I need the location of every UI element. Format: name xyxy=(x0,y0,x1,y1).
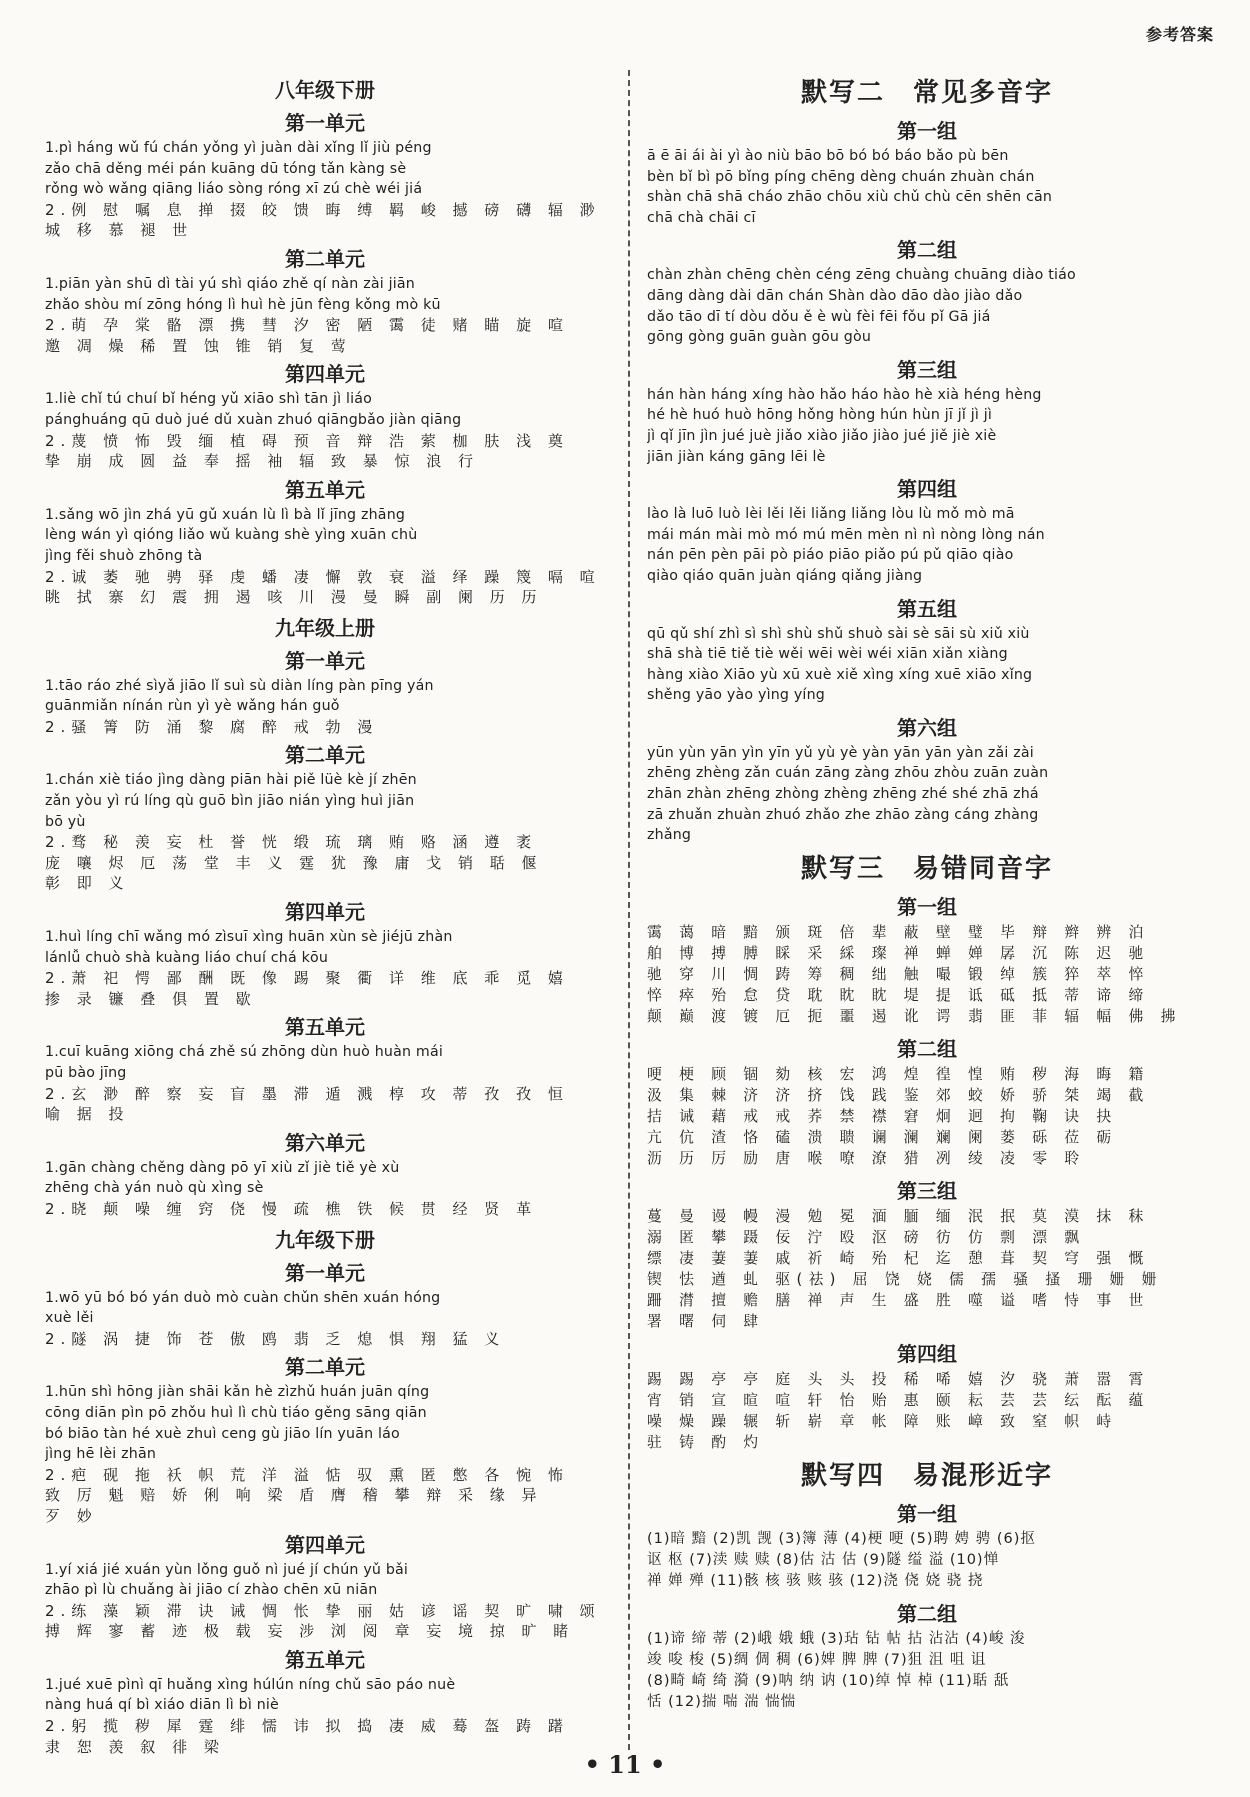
answer-line: zhāo pì lù chuǎng ài jiāo cí zhào chēn xū niān xyxy=(45,1582,378,1599)
answer-line: 挚 崩 成 圆 益 奉 摇 袖 辐 致 暴 惊 浪 行 xyxy=(45,452,479,471)
answer-line: (1)暗 黯 (2)凯 觊 (3)簿 薄 (4)梗 哽 (5)聘 娉 骋 (6)抠 xyxy=(647,1530,1036,1547)
answer-line: shěng yāo yào yìng yíng xyxy=(647,687,825,704)
section-title: 默写三 易错同音字 xyxy=(800,853,1053,884)
answer-line: zhēng chà yán nuò qù xìng sè xyxy=(45,1180,264,1197)
answer-line: (1)谛 缔 蒂 (2)峨 娥 蛾 (3)玷 钻 帖 拈 沾沾 (4)峻 浚 xyxy=(647,1630,1026,1647)
answer-line: 1.liè chǐ tú chuí bǐ héng yǔ xiāo shì tān jì liáo xyxy=(45,391,373,408)
answer-line: 2.蔑 愤 怖 毁 缅 植 碍 预 音 辩 浩 萦 枷 肤 浅 奠 xyxy=(45,431,569,450)
answer-line: 2.躬 揽 秽 犀 霆 绯 懦 讳 拟 捣 凄 威 蓦 盔 踌 躇 xyxy=(45,1717,569,1736)
answer-line: 驰 穿 川 惆 踌 筹 稠 绌 触 嘬 锻 绰 簇 猝 萃 悴 xyxy=(647,965,1150,983)
answer-line: zǎo chā děng méi pán kuāng dū tóng tǎn kàng sè xyxy=(45,160,407,177)
unit-answers xyxy=(45,505,605,608)
unit-answers xyxy=(45,138,605,241)
answer-line: pū bào jīng xyxy=(45,1065,127,1081)
answer-line: 哽 梗 顾 锢 劾 核 宏 鸿 煌 徨 惶 贿 秽 海 晦 籍 xyxy=(647,1065,1150,1083)
answer-line: hé hè huó huò hōng hǒng hòng hún hùn jī jǐ jì jì xyxy=(647,407,992,424)
section-title: 默写四 易混形近字 xyxy=(800,1460,1053,1491)
answer-line: jìng hē lèi zhān xyxy=(45,1446,157,1463)
answer-line: cōng diān pìn pō zhǒu huì lì chù tiáo gěng sāng qiān xyxy=(45,1404,427,1421)
answer-line: 1.jué xuē pìnì qī huǎng xìng húlún níng chǔ sāo páo nuè xyxy=(45,1676,456,1693)
answer-line: 缥 凄 萋 萋 戚 祈 崎 殆 杞 迄 憩 葺 契 穹 强 慨 xyxy=(647,1249,1150,1267)
answer-line: jiān jiàn káng gāng lēi lè xyxy=(647,448,826,465)
unit-title: 第二单元 xyxy=(285,1355,365,1380)
answer-line: 2.骛 秘 羡 妄 杜 誉 恍 缎 琉 璃 贿 赂 涵 遵 袤 xyxy=(45,833,538,852)
unit-answers xyxy=(45,1288,605,1350)
answer-line: nán pēn pèn pāi pò piáo piāo piǎo pú pǔ qiāo qiào xyxy=(647,547,1014,564)
answer-line: 沥 历 厉 励 唐 喉 嘹 潦 猎 冽 绫 凌 零 聆 xyxy=(647,1149,1086,1167)
answer-line: yūn yùn yān yìn yīn yǔ yù yè yàn yān yān yàn zǎi zài xyxy=(647,744,1034,761)
column-divider xyxy=(628,70,630,1750)
answer-line: 1.pì háng wǔ fú chán yǒng yì juàn dài xǐng lǐ jiù péng xyxy=(45,140,432,156)
answer-line: 锲 怯 遒 虬 驱(祛) 屈 饶 娆 儒 孺 骚 搔 珊 姗 姗 xyxy=(647,1270,1163,1288)
answer-line: mái mán mài mò mó mú mēn mèn nì nì nòng lòng nán xyxy=(647,526,1045,543)
answer-line: 1.wō yū bó bó yán duò mò cuàn chǔn shēn xuán hóng xyxy=(45,1289,441,1306)
answer-line: 亢 伉 渣 恪 磕 溃 聩 谰 澜 斓 阑 蒌 砾 莅 砺 xyxy=(647,1128,1118,1146)
answer-line: xuè lěi xyxy=(45,1310,94,1327)
answer-line: 邀 凋 燥 稀 置 蚀 锥 销 复 莺 xyxy=(45,336,352,355)
answer-line: 1.huì líng chī wǎng mó zìsuī xìng huān xùn sè jiéjū zhàn xyxy=(45,929,453,946)
answer-line: pánghuáng qū duò jué dǔ xuàn zhuó qiāngbǎo jiàn qiāng xyxy=(45,411,462,428)
answer-line: 2.隧 涡 捷 饰 苍 傲 鸥 翡 乏 熄 惧 翔 猛 义 xyxy=(45,1329,506,1348)
unit-title: 第四单元 xyxy=(285,900,365,925)
unit-answers xyxy=(45,274,605,356)
unit-title: 第四单元 xyxy=(285,362,365,387)
answer-line: 1.yí xiá jié xuán yùn lǒng guǒ nì jué jí chún yǔ bǎi xyxy=(45,1561,409,1578)
answer-line: 掺 录 镰 叠 俱 置 歇 xyxy=(45,989,257,1008)
group-title: 第四组 xyxy=(897,477,957,502)
answer-line: shā shà tiē tiě tiè wěi wēi wèi wéi xiān xiǎn xiàng xyxy=(647,646,1008,663)
header-answer-tag: 参考答案 xyxy=(1145,25,1214,44)
answer-line: chàn zhàn chēng chèn céng zēng chuàng chuāng diào tiáo xyxy=(647,267,1076,284)
answer-line: 1.sǎng wō jìn zhá yū gǔ xuán lù lì bà lǐ jīng zhāng xyxy=(45,506,406,523)
answer-line: 踢 踢 亭 亭 庭 头 头 投 稀 唏 嬉 汐 骁 萧 嚣 霄 xyxy=(647,1370,1150,1388)
answer-line: 庞 嚷 烬 厄 荡 堂 丰 义 霆 犹 豫 庸 戈 销 聒 偃 xyxy=(45,853,543,872)
answer-line: 跚 潸 擅 赡 膳 禅 声 生 盛 胜 噬 谥 嗜 恃 事 世 xyxy=(647,1291,1150,1309)
answer-line: 2.萌 孕 棠 骼 漂 携 彗 汐 密 陋 霭 徒 赌 瞄 旋 喧 xyxy=(45,316,569,335)
answer-line: gōng gòng guān guàn gōu gòu xyxy=(647,329,872,346)
group-answers xyxy=(647,146,1207,228)
answer-line: 彰 即 义 xyxy=(45,874,130,893)
answer-line: 1.piān yàn shū dì tài yú shì qiáo zhě qí nàn zài jiān xyxy=(45,275,415,292)
page-number: • 11 • xyxy=(584,1750,666,1779)
answer-line: 署 曙 伺 肆 xyxy=(647,1312,765,1330)
answer-line: 搏 辉 寥 蓄 迹 极 载 妄 涉 浏 阅 章 妄 境 掠 旷 睹 xyxy=(45,1622,575,1641)
unit-title: 第一单元 xyxy=(285,1260,365,1285)
group-answers xyxy=(647,1629,1207,1713)
answer-line: 1.tāo ráo zhé sìyǎ jiāo lǐ suì sù diàn líng pàn pīng yán xyxy=(45,677,434,694)
answer-line: shàn chā shā cháo zhāo chōu xiù chǔ chù cēn shēn cān xyxy=(647,189,1053,206)
answer-line: 2.疤 砚 拖 袄 帜 荒 洋 溢 惦 驭 熏 匿 憋 各 惋 怖 xyxy=(45,1465,569,1484)
group-answers xyxy=(647,922,1207,1027)
group-title: 第一组 xyxy=(897,1501,957,1526)
unit-answers xyxy=(45,676,605,738)
group-answers xyxy=(647,1064,1207,1169)
answer-line: 讴 枢 (7)渎 赎 赎 (8)估 沽 估 (9)隧 缢 溢 (10)惮 xyxy=(647,1551,1000,1568)
answer-line: 城 移 慕 褪 世 xyxy=(45,221,194,240)
answer-line: zhǎo shòu mí zōng hóng lì huì hè jūn fèng kǒng mò kū xyxy=(45,296,441,313)
answer-line: 蔓 曼 谩 幔 漫 勉 冕 湎 腼 缅 泯 抿 莫 漠 抹 秣 xyxy=(647,1207,1150,1225)
answer-line: jì qǐ jīn jìn jué juè jiǎo xiào jiǎo jiào jué jiě jiè xiè xyxy=(647,427,997,444)
answer-line: chā chà chāi cī xyxy=(647,209,756,226)
unit-title: 第一单元 xyxy=(285,111,365,135)
group-title: 第二组 xyxy=(897,1036,957,1061)
answer-line: dāng dàng dài dān chán Shàn dào dāo dào jiào dǎo xyxy=(647,287,1023,304)
answer-line: 隶 恕 羡 叙 徘 梁 xyxy=(45,1737,225,1756)
group-answers xyxy=(647,1369,1207,1453)
unit-title: 第五单元 xyxy=(285,1647,365,1672)
answer-line: 2.玄 渺 醉 察 妄 盲 墨 滞 遁 溅 椁 攻 蒂 孜 孜 恒 xyxy=(45,1084,569,1103)
answer-line: nàng huá qí bì xiáo diān lì bì niè xyxy=(45,1697,279,1714)
answer-line: 2.萧 祀 愕 鄙 酬 既 像 踢 聚 衢 详 维 底 乖 觅 嬉 xyxy=(45,969,569,988)
unit-title: 第一单元 xyxy=(285,648,365,673)
right-column xyxy=(647,70,1207,1713)
group-title: 第五组 xyxy=(897,596,957,621)
answer-line: zhǎng xyxy=(647,827,692,844)
answer-line: zā zhuǎn zhuàn zhuó zhǎo zhe zhāo zàng cáng zhàng xyxy=(647,806,1039,823)
unit-answers xyxy=(45,1158,605,1220)
answer-line: hàng xiào Xiāo yù xū xuè xiě xìng xíng xuē xiāo xǐng xyxy=(647,666,1033,683)
unit-answers xyxy=(45,927,605,1009)
answer-line: ā ē āi ái ài yì ào niù bāo bō bó bó báo bǎo pù bēn xyxy=(647,148,1009,164)
answer-line: 2.练 藻 颖 滞 诀 诫 惆 怅 挚 丽 姑 谚 谣 契 旷 啸 颂 xyxy=(45,1601,601,1620)
answer-line: 拮 诫 藉 戒 戒 荞 禁 襟 窘 炯 迥 拘 鞠 诀 抉 xyxy=(647,1107,1118,1125)
answer-line: lào là luō luò lèi lěi lěi liǎng liǎng lòu lù mǒ mò mā xyxy=(647,506,1015,523)
answer-line: 1.cuī kuāng xiōng chá zhě sú zhōng dùn huò huàn mái xyxy=(45,1044,443,1061)
grade-title: 八年级下册 xyxy=(275,78,375,102)
answer-line: (8)畸 崎 绮 漪 (9)呐 纳 讷 (10)绰 悼 棹 (11)聒 舐 xyxy=(647,1672,1010,1689)
grade-title: 九年级下册 xyxy=(275,1227,375,1252)
unit-title: 第二单元 xyxy=(285,743,365,768)
answer-line: jìng fěi shuò zhōng tà xyxy=(45,547,203,564)
unit-title: 第四单元 xyxy=(285,1532,365,1557)
answer-line: rǒng wò wǎng qiāng liáo sòng róng xī zú chè wéi jiá xyxy=(45,181,423,198)
answer-line: 霭 蔼 暗 黯 颁 斑 倍 辈 蔽 壁 璧 毕 辩 辫 辨 泊 xyxy=(647,923,1150,941)
answer-line: zǎn yòu yì rú líng qù guō bìn jiāo nián yìng huì jiān xyxy=(45,793,415,810)
answer-line: 汲 集 棘 济 济 挤 饯 践 鉴 郊 蛟 娇 骄 桀 竭 截 xyxy=(647,1086,1150,1104)
answer-line: hán hàn háng xíng hào hǎo háo hào hè xià héng hèng xyxy=(647,386,1042,403)
group-title: 第一组 xyxy=(897,119,957,143)
unit-answers xyxy=(45,389,605,471)
answer-line: zhēng zhèng zǎn cuán zāng zàng zhōu zhòu zuān zuàn xyxy=(647,765,1049,782)
answer-line: 竣 唆 梭 (5)绸 倜 稠 (6)婢 脾 脾 (7)狙 沮 咀 诅 xyxy=(647,1651,987,1668)
group-title: 第四组 xyxy=(897,1341,957,1366)
group-title: 第二组 xyxy=(897,238,957,263)
left-column xyxy=(45,70,605,1757)
answer-line: 宵 销 宣 暄 喧 轩 怡 贻 惠 颐 耘 芸 芸 纭 酝 蕴 xyxy=(647,1391,1150,1409)
answer-line: 溺 匿 攀 蹑 佞 泞 殴 沤 磅 彷 仿 剽 漂 飘 xyxy=(647,1228,1086,1246)
group-answers xyxy=(647,624,1207,706)
answer-line: 2.晓 颠 噪 缠 窍 侥 慢 疏 樵 铁 候 贯 经 贤 革 xyxy=(45,1199,538,1218)
answer-line: bó biāo tàn hé xuè zhuì ceng gù jiāo lín yuān láo xyxy=(45,1425,400,1442)
answer-line: 致 厉 魁 赔 娇 俐 响 梁 盾 膺 稽 攀 辩 采 缘 异 xyxy=(45,1486,543,1505)
unit-answers xyxy=(45,1675,605,1757)
group-answers xyxy=(647,265,1207,347)
answer-line: 噪 燥 躁 辗 斩 崭 章 帐 障 账 嶂 致 窒 帜 峙 xyxy=(647,1412,1118,1430)
answer-line: 喻 据 投 xyxy=(45,1105,130,1124)
answer-line: 1.chán xiè tiáo jìng dàng piān hài piě lüè kè jí zhēn xyxy=(45,772,417,789)
group-title: 第二组 xyxy=(897,1601,957,1626)
answer-line: 2.骚 箐 防 涌 黎 腐 醉 戒 勃 漫 xyxy=(45,717,379,736)
answer-line: bèn bǐ bì pō bǐng píng chēng dèng chuán zhuàn chán xyxy=(647,168,1035,185)
answer-line: 1.gān chàng chěng dàng pō yī xiù zǐ jiè tiě yè xù xyxy=(45,1159,400,1176)
group-answers xyxy=(647,385,1207,467)
unit-answers xyxy=(45,1382,605,1526)
section-title: 默写二 常见多音字 xyxy=(800,78,1053,108)
answer-line: 悴 瘁 殆 怠 贷 耽 眈 眈 堤 提 诋 砥 抵 蒂 谛 缔 xyxy=(647,986,1150,1004)
answer-line: 1.hūn shì hōng jiàn shāi kǎn hè zìzhǔ huán juān qíng xyxy=(45,1384,430,1401)
grade-title: 九年级上册 xyxy=(275,615,375,640)
answer-line: lèng wán yì qióng liǎo wǔ kuàng shè yìng xuān chù xyxy=(45,527,418,544)
group-title: 第三组 xyxy=(897,357,957,382)
answer-line: qū qǔ shí zhì sì shì shù shǔ shuò sài sè sāi sù xiǔ xiù xyxy=(647,625,1030,642)
answer-line: bō yù xyxy=(45,813,86,830)
answer-line: guānmiǎn nínán rùn yì yè wǎng hán guǒ xyxy=(45,698,340,715)
unit-title: 第六单元 xyxy=(285,1130,365,1155)
unit-title: 第五单元 xyxy=(285,1015,365,1040)
answer-line: 禅 婵 殚 (11)骸 核 骇 赅 骇 (12)浇 侥 娆 骁 挠 xyxy=(647,1572,984,1589)
group-title: 第一组 xyxy=(897,894,957,919)
answer-line: zhān zhàn zhēng zhòng zhèng zhēng zhé shé zhā zhá xyxy=(647,786,1039,803)
answer-line: 眺 拭 寨 幻 震 拥 遏 咳 川 漫 曼 瞬 副 阑 历 历 xyxy=(45,588,543,607)
unit-answers xyxy=(45,770,605,894)
answer-line: dǎo tāo dī tí dòu dǒu ě è wù fèi fēi fǒu pǐ Gā jiá xyxy=(647,308,991,325)
group-answers xyxy=(647,504,1207,586)
answer-line: 2.诚 萎 驰 骋 驿 虔 蟠 凄 懈 敦 衰 溢 绎 躁 篾 嗝 喧 xyxy=(45,567,601,586)
group-title: 第三组 xyxy=(897,1178,957,1203)
answer-line: 恬 (12)揣 喘 湍 惴惴 xyxy=(647,1693,797,1710)
answer-line: 歹 妙 xyxy=(45,1506,98,1525)
unit-title: 第五单元 xyxy=(285,477,365,502)
answer-line: qiào qiáo quān juàn qiáng qiǎng jiàng xyxy=(647,567,923,584)
answer-line: lánlǚ chuò shà kuàng liáo chuí chá kōu xyxy=(45,949,329,966)
answer-line: 2.例 慰 嘱 息 掸 掇 皎 馈 晦 缚 羁 峻 撼 磅 礴 辐 渺 xyxy=(45,200,601,219)
group-answers xyxy=(647,1529,1207,1592)
unit-title: 第二单元 xyxy=(285,246,365,271)
answer-line: 舶 博 搏 膊 睬 采 綵 璨 禅 蝉 婵 孱 沉 陈 迟 驰 xyxy=(647,944,1150,962)
group-title: 第六组 xyxy=(897,715,957,740)
unit-answers xyxy=(45,1560,605,1642)
answer-line: 驻 铸 酌 灼 xyxy=(647,1433,765,1451)
answer-line: 颠 巅 渡 镀 厄 扼 噩 遏 讹 谔 翡 匪 菲 辐 幅 佛 拂 xyxy=(647,1007,1182,1025)
unit-answers xyxy=(45,1042,605,1124)
group-answers xyxy=(647,743,1207,846)
group-answers xyxy=(647,1206,1207,1332)
